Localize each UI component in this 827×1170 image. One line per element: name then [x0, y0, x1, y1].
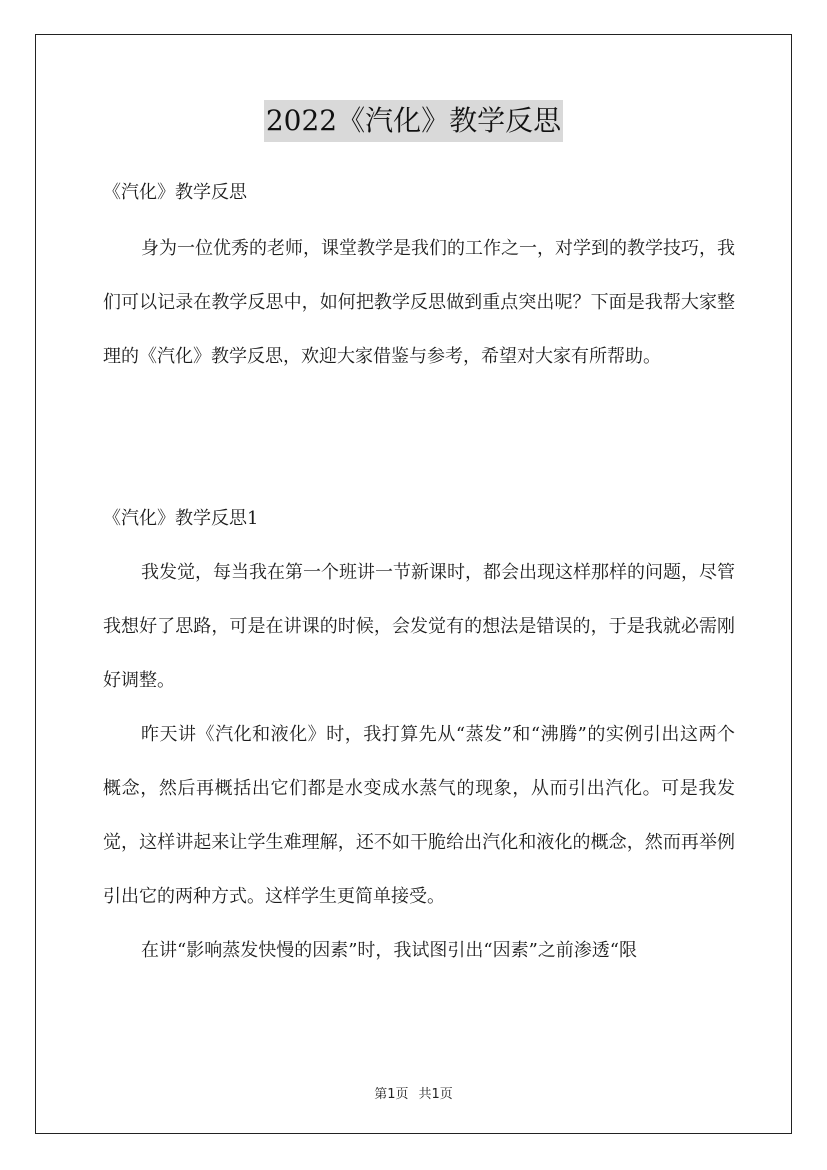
document-title-text: 2022《汽化》教学反思 [264, 100, 563, 142]
body-paragraph-1: 我发觉，每当我在第一个班讲一节新课时，都会出现这样那样的问题，尽管我想好了思路，可是在讲课的时候，会发觉有的想法是错误的，于是我就必需刚好调整。 [103, 562, 735, 691]
document-title [0, 100, 827, 142]
body-paragraph-2: 昨天讲《汽化和液化》时，我打算先从“蒸发”和“沸腾”的实例引出这两个概念，然后再概括出它们都是水变成水蒸气的现象，从而引出汽化。可是我发觉，这样讲起来让学生难理解，还不如干脆给出汽化和液化的概念，然而再举例引出它的两种方式。这样学生更简单接受。 [103, 724, 735, 907]
page-number: 第1页 [374, 1087, 409, 1102]
intro-heading: 《汽化》教学反思 [103, 182, 247, 203]
body-paragraph-3: 在讲“影响蒸发快慢的因素”时，我试图引出“因素”之前渗透“限 [141, 940, 638, 961]
page-total: 共1页 [418, 1087, 453, 1102]
intro-paragraph: 身为一位优秀的老师，课堂教学是我们的工作之一，对学到的教学技巧，我们可以记录在教学反思中，如何把教学反思做到重点突出呢？下面是我帮大家整理的《汽化》教学反思，欢迎大家借鉴与参考，希望对大家有所帮助。 [103, 238, 735, 367]
page-footer [0, 1083, 827, 1102]
section-body [103, 546, 735, 978]
section-heading: 《汽化》教学反思1 [103, 508, 259, 529]
